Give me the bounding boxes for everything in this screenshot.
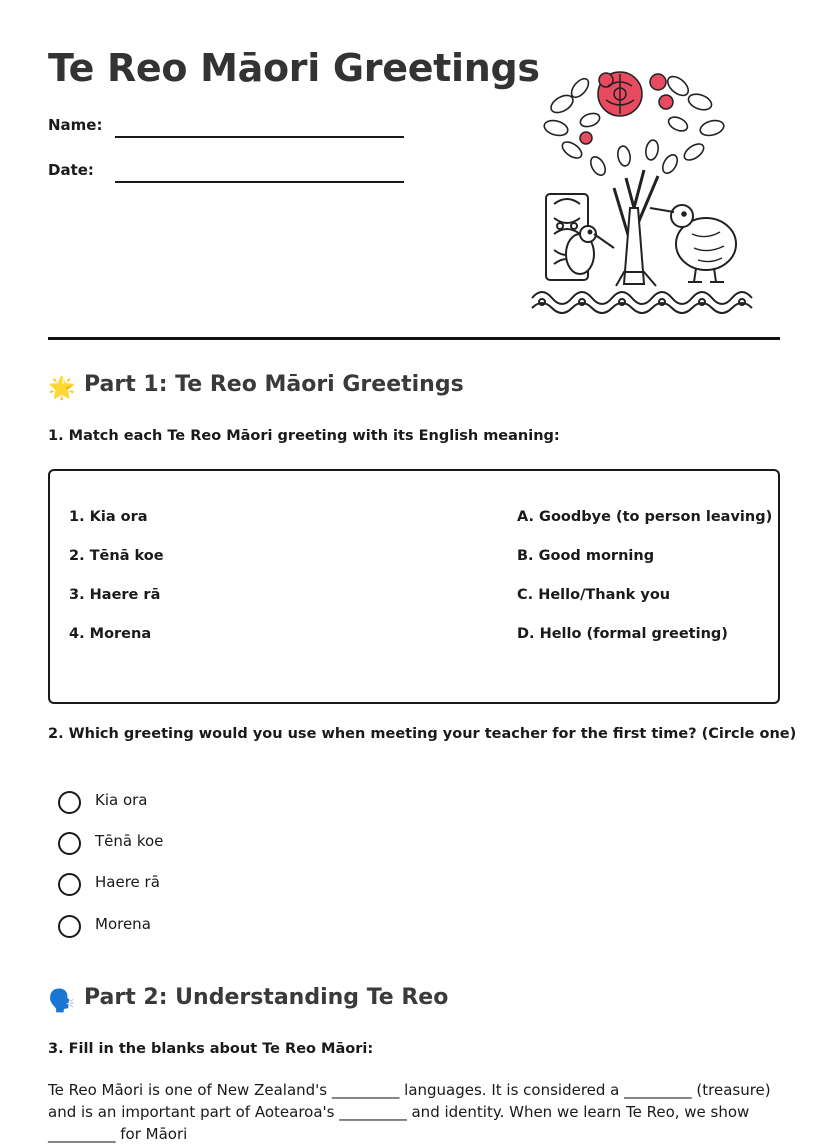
question-1: 1. Match each Te Reo Māori greeting with its English meaning: [48, 428, 560, 444]
greeting-item[interactable]: 2. Tēnā koe [69, 548, 164, 564]
name-label: Name: [48, 116, 103, 134]
option-haere-ra[interactable] [58, 872, 358, 896]
date-label: Date: [48, 161, 94, 179]
part1-heading-text: Part 1: Te Reo Māori Greetings [84, 372, 464, 397]
question-2: 2. Which greeting would you use when meeting your teacher for the first time? (Circle one) [48, 726, 797, 742]
part1-heading [48, 372, 464, 401]
option-label: Tēnā koe [95, 832, 164, 850]
part2-heading [48, 985, 448, 1014]
page-title: Te Reo Māori Greetings [48, 46, 540, 90]
name-field[interactable] [48, 116, 408, 140]
header-divider [48, 337, 780, 340]
date-field[interactable] [48, 161, 408, 185]
greeting-item[interactable]: 1. Kia ora [69, 509, 148, 525]
name-line[interactable] [115, 136, 404, 138]
radio-circle[interactable] [58, 915, 81, 938]
option-kia-ora[interactable] [58, 790, 358, 814]
option-tena-koe[interactable] [58, 831, 358, 855]
fill-in-paragraph: Te Reo Māori is one of New Zealand's _________ languages. It is considered a _________ (treasure) and is an important part of Aotearoa's _________ and identity. When we learn Te Reo, we show _________ for Māori [48, 1081, 771, 1143]
radio-circle[interactable] [58, 791, 81, 814]
question-3: 3. Fill in the blanks about Te Reo Māori: [48, 1041, 374, 1057]
kiwi-bird-icon [650, 205, 736, 282]
option-label: Kia ora [95, 791, 148, 809]
greeting-item[interactable]: 4. Morena [69, 626, 152, 642]
greeting-item[interactable]: 3. Haere rā [69, 587, 161, 603]
radio-circle[interactable] [58, 832, 81, 855]
meaning-item[interactable]: D. Hello (formal greeting) [517, 626, 728, 642]
date-line[interactable] [115, 181, 404, 183]
part2-heading-text: Part 2: Understanding Te Reo [84, 985, 449, 1010]
meaning-item[interactable]: B. Good morning [517, 548, 655, 564]
star-icon: 🌟 [48, 376, 76, 401]
meaning-item[interactable]: C. Hello/Thank you [517, 587, 671, 603]
option-label: Haere rā [95, 873, 160, 891]
speaking-head-icon: 🗣️ [48, 989, 76, 1014]
option-label: Morena [95, 915, 151, 933]
water-waves-icon [532, 292, 752, 313]
option-morena[interactable] [58, 914, 358, 938]
matching-box [48, 469, 780, 704]
meaning-item[interactable]: A. Goodbye (to person leaving) [517, 509, 773, 525]
radio-circle[interactable] [58, 873, 81, 896]
pohutukawa-illustration [528, 58, 760, 314]
